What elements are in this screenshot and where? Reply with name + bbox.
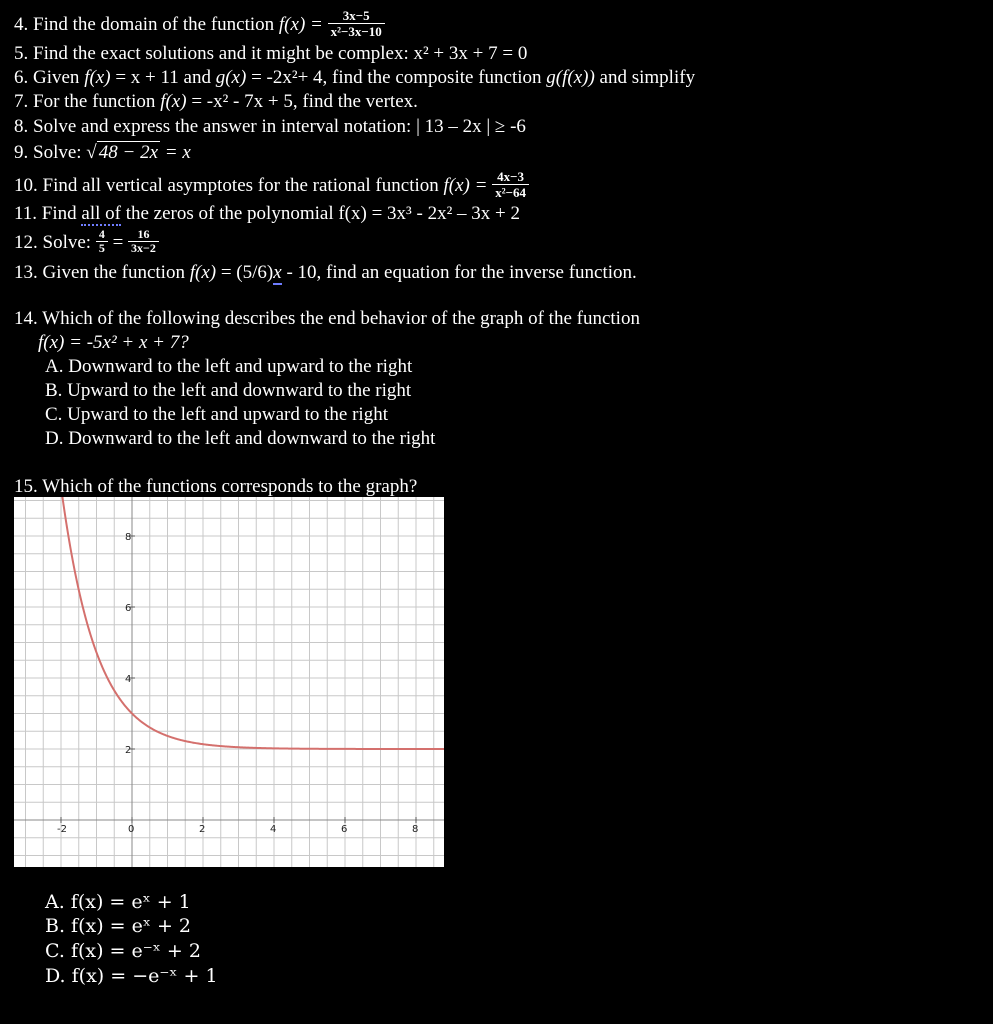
x-tick-label: 8 [412,824,419,835]
q14-option-a: A. Downward to the left and upward to the right [45,356,413,377]
q14-option-d: D. Downward to the left and downward to the right [45,428,436,449]
y-tick-label: 2 [125,745,132,756]
y-tick-label: 8 [125,532,132,543]
y-tick-label: 6 [125,603,132,614]
question-6: 6. Given f(x) = x + 11 and g(x) = -2x²+ 4, find the composite function g(f(x)) and simplify [14,67,696,88]
x-tick-label: 2 [199,824,206,835]
q15-option-a: A. f(x) = eˣ + 1 [45,891,191,913]
function-graph [14,497,444,867]
question-12: 12. Solve: $\frac{4}{5}$ = $\frac{16}{3x-2}$ [14,230,159,257]
question-9: 9. Solve: √ 48 − 2x = x [14,142,191,163]
x-tick-label: 4 [270,824,277,835]
question-10: 10. Find all vertical asymptotes for the rational function f(x) = $\frac{4x-3}{\text{x²−64}}$ [14,171,529,202]
q15-option-c: C. f(x) = e⁻ˣ + 2 [45,940,201,962]
q10-denominator: x²−64 [495,185,527,200]
question-15-stem: 15. Which of the functions corresponds to the graph? [14,476,418,497]
q15-option-b: B. f(x) = eˣ + 2 [45,915,191,937]
question-14-function: f(x) = -5x² + x + 7? [38,332,189,353]
q4-numerator: 3x−5 [328,8,385,24]
graph-svg [14,497,444,867]
x-tick-label: 0 [128,824,135,835]
q4-denominator: x²−3x−10 [330,24,382,39]
curve-series [62,497,444,749]
x-tick-label: -2 [57,824,67,835]
question-8: 8. Solve and express the answer in interval notation: | 13 – 2x | ≥ -6 [14,116,526,137]
question-14-stem: 14. Which of the following describes the end behavior of the graph of the function [14,308,640,329]
question-13: 13. Given the function f(x) = (5/6)x - 10, find an equation for the inverse function. [14,262,637,283]
q15-option-d: D. f(x) = −e⁻ˣ + 1 [45,965,218,987]
q14-option-c: C. Upward to the left and upward to the right [45,404,388,425]
q10-numerator: 4x−3 [492,169,529,185]
question-11: 11. Find all of the zeros of the polynomial f(x) = 3x³ - 2x² – 3x + 2 [14,203,520,224]
question-4: 4. Find the domain of the function f(x) = $\frac{3x-5}{\text{x²−3x−10}}$ [14,10,385,41]
q14-option-b: B. Upward to the left and downward to the right [45,380,412,401]
question-7: 7. For the function f(x) = -x² - 7x + 5, find the vertex. [14,91,418,112]
question-5: 5. Find the exact solutions and it might be complex: x² + 3x + 7 = 0 [14,43,528,64]
x-tick-label: 6 [341,824,348,835]
y-tick-label: 4 [125,674,132,685]
